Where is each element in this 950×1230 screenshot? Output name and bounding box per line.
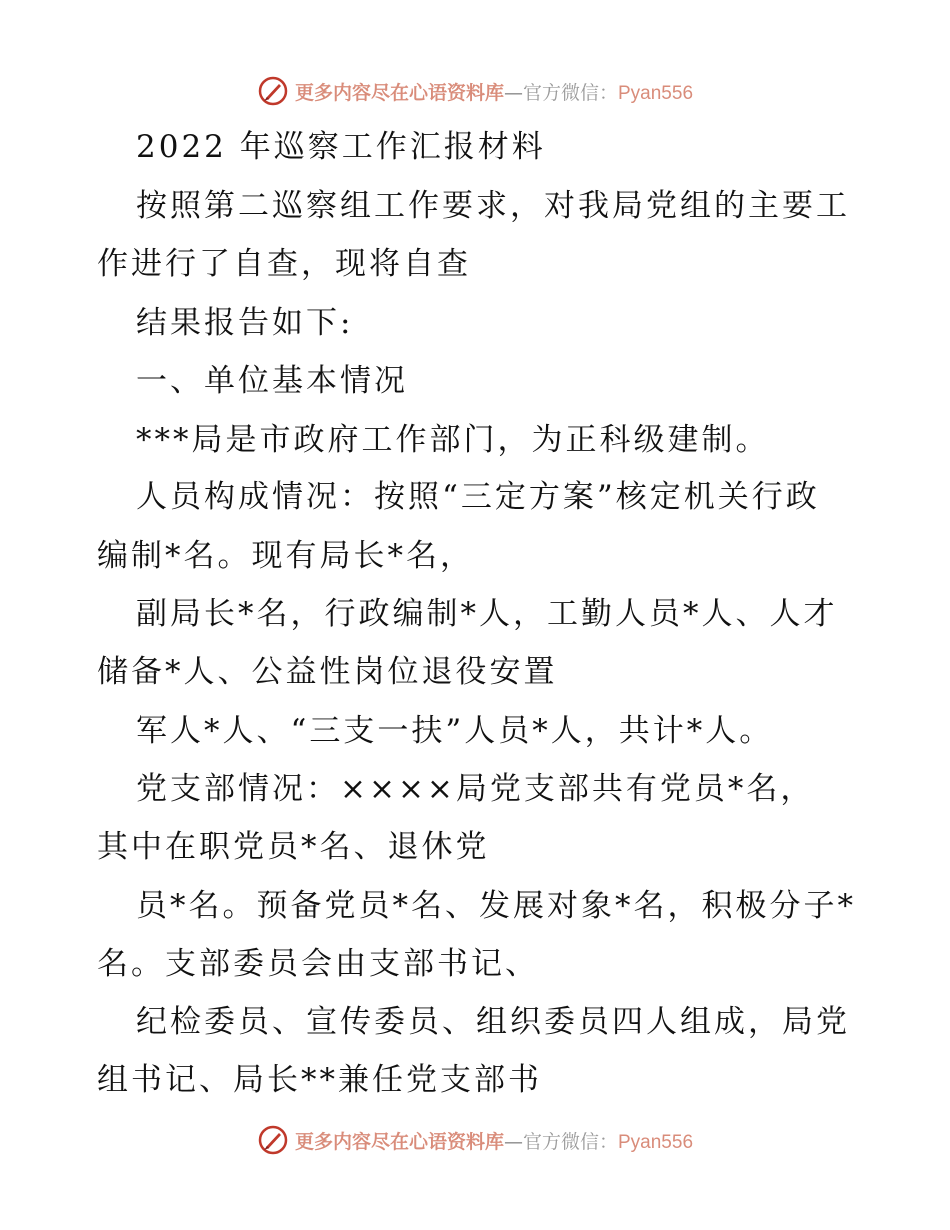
paragraph-line: 纪检委员、宣传委员、组织委员四人组成，局党 (136, 1004, 850, 1040)
banner-content (257, 1124, 693, 1156)
banner-main-text: 更多内容尽在心语资料库 (294, 1130, 504, 1153)
banner-sub-text: 官方微信： (522, 81, 618, 104)
banner-dash: — (503, 81, 523, 104)
section-heading: 一、单位基本情况 (136, 363, 408, 399)
paragraph-line: 结果报告如下: (136, 305, 354, 341)
banner-wechat-id: Pyan556 (618, 1131, 694, 1153)
paragraph-line: 人员构成情况：按照“三定方案”核定机关行政 (136, 479, 820, 515)
paragraph-line: 作进行了自查，现将自查 (97, 246, 471, 282)
paragraph-line: 储备*人、公益性岗位退役安置 (97, 654, 558, 690)
paragraph-line: 其中在职党员*名、退休党 (97, 829, 490, 865)
banner-main-text: 更多内容尽在心语资料库 (294, 81, 504, 104)
paragraph-line: 员*名。预备党员*名、发展对象*名，积极分子* (136, 888, 856, 924)
banner-wechat-id: Pyan556 (618, 82, 694, 104)
banner-text (295, 78, 693, 105)
paragraph-line: 副局长*名，行政编制*人，工勤人员*人、人才 (136, 596, 838, 632)
document-title: 2022 年巡察工作汇报材料 (136, 129, 546, 165)
quill-logo-icon (257, 1124, 289, 1156)
paragraph-line: 党支部情况：××××局党支部共有党员*名， (136, 771, 815, 807)
paragraph-line: 编制*名。现有局长*名， (97, 538, 474, 574)
paragraph-line: 名。支部委员会由支部书记、 (97, 946, 539, 982)
paragraph-line: 按照第二巡察组工作要求，对我局党组的主要工 (136, 188, 850, 224)
header-banner (0, 71, 950, 111)
paragraph-line: ***局是市政府工作部门，为正科级建制。 (136, 422, 770, 458)
footer-banner (0, 1120, 950, 1160)
banner-dash: — (503, 1130, 523, 1153)
banner-content (257, 75, 693, 107)
paragraph-line: 军人*人、“三支一扶”人员*人，共计*人。 (136, 713, 774, 749)
quill-logo-icon (257, 75, 289, 107)
paragraph-line: 组书记、局长**兼任党支部书 (97, 1062, 542, 1098)
banner-text (295, 1127, 693, 1154)
banner-sub-text: 官方微信： (522, 1130, 618, 1153)
